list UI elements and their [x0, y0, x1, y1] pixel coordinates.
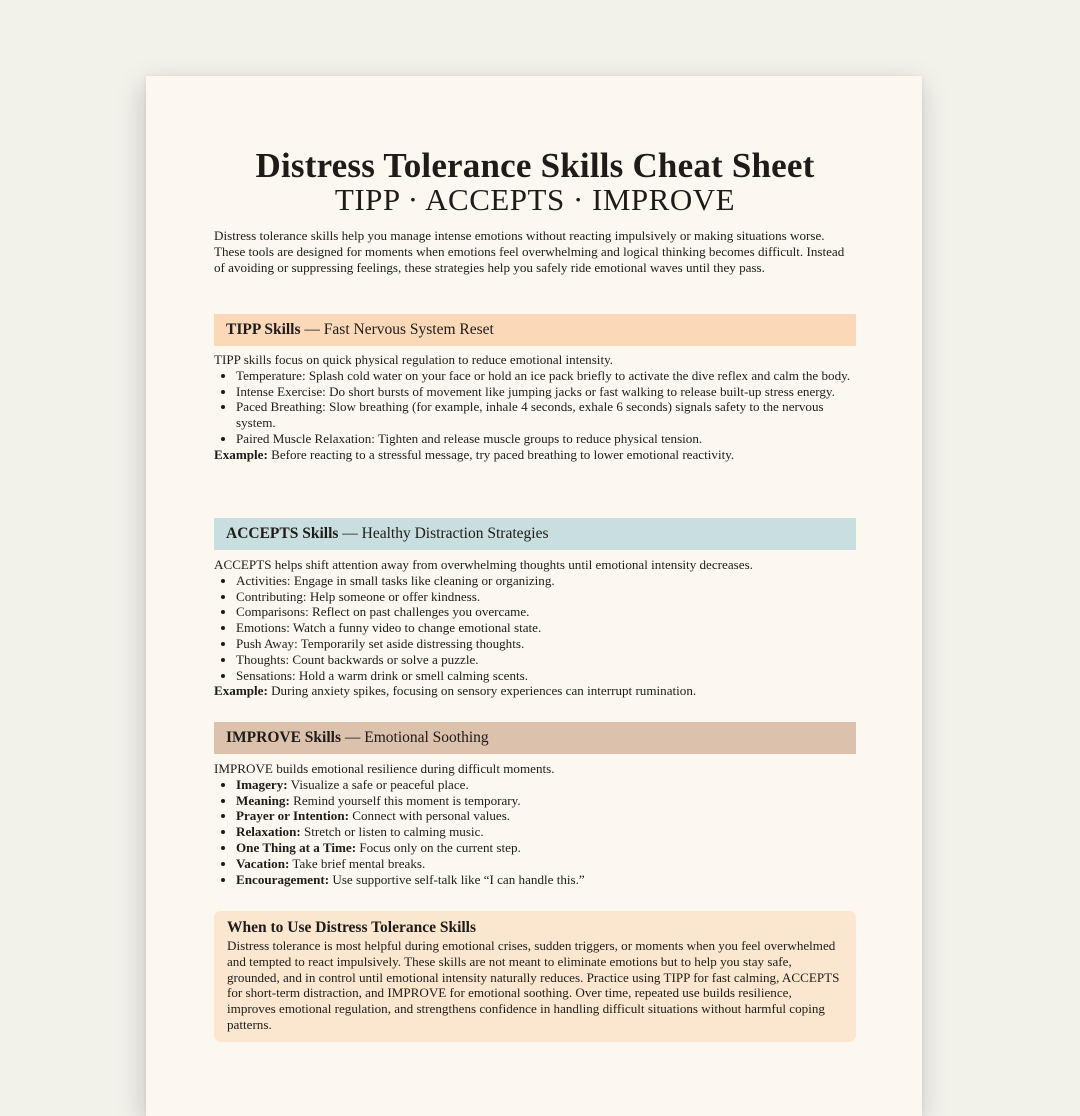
skill-term: Meaning: [236, 792, 290, 808]
section-lead: IMPROVE builds emotional resilience during difficult moments. [214, 761, 555, 776]
example-line [214, 447, 856, 463]
skill-text: Use supportive self-talk like “I can handle this.” [329, 871, 585, 887]
section-tagline: — Healthy Distraction Strategies [338, 525, 549, 542]
skill-text: Temperature: Splash cold water on your face or hold an ice pack briefly to activate the dive reflex and calm the body. [236, 367, 851, 383]
list-item [236, 399, 856, 431]
page-title: Distress Tolerance Skills Cheat Sheet [255, 146, 815, 185]
section-body-improve [214, 761, 856, 887]
skill-text: Paired Muscle Relaxation: Tighten and release muscle groups to reduce physical tension. [236, 430, 703, 446]
skill-term: One Thing at a Time: [236, 839, 357, 855]
section-header-accepts [214, 518, 856, 550]
skill-text: Focus only on the current step. [356, 839, 521, 855]
example-line [214, 683, 856, 699]
example-label: Example: [214, 683, 268, 699]
list-item [236, 636, 856, 652]
skill-text: Visualize a safe or peaceful place. [287, 776, 469, 792]
skill-term: Relaxation: [236, 824, 301, 840]
section-tagline: — Fast Nervous System Reset [300, 321, 494, 338]
section-body-tipp [214, 352, 856, 463]
section-lead: TIPP skills focus on quick physical regulation to reduce emotional intensity. [214, 352, 614, 367]
skill-text: Thoughts: Count backwards or solve a puzzle. [236, 651, 479, 667]
when-to-use-callout [214, 911, 856, 1042]
skill-term: Prayer or Intention: [236, 808, 349, 824]
list-item [236, 668, 856, 684]
list-item [236, 840, 856, 856]
list-item [236, 384, 856, 400]
skill-list [214, 573, 856, 684]
skill-text: Contributing: Help someone or offer kindness. [236, 588, 481, 604]
skill-term: Imagery: [236, 776, 288, 792]
callout-text: Distress tolerance is most helpful during emotional crises, sudden triggers, or moments when you feel overwhelmed and tempted to react impulsively. These skills are not meant to eliminate emotions but to help you stay safe, grounded, and in control until emotional intensity naturally reduces. Practice using TIPP for fast calming, ACCEPTS for short-term distraction, and IMPROVE for emotional soothing. Over time, repeated use builds resilience, improves emotional regulation, and strengthens confidence in handling difficult situations without harmful coping patterns. [227, 938, 840, 1032]
section-header-improve [214, 722, 856, 754]
list-item [236, 652, 856, 668]
skill-text: Activities: Engage in small tasks like cleaning or organizing. [236, 572, 555, 588]
example-text: Before reacting to a stressful message, try paced breathing to lower emotional reactivity. [267, 446, 735, 462]
list-item [236, 793, 856, 809]
list-item [236, 824, 856, 840]
list-item [236, 589, 856, 605]
skill-term: Vacation: [236, 855, 290, 871]
list-item [236, 573, 856, 589]
skill-text: Connect with personal values. [348, 808, 511, 824]
section-name: TIPP Skills [226, 321, 301, 338]
section-name: IMPROVE Skills [226, 729, 341, 746]
skill-text: Remind yourself this moment is temporary. [289, 792, 521, 808]
example-text: During anxiety spikes, focusing on sensory experiences can interrupt rumination. [267, 683, 697, 699]
list-item [236, 808, 856, 824]
skill-text: Take brief mental breaks. [289, 855, 426, 871]
skill-text: Sensations: Hold a warm drink or smell calming scents. [236, 667, 529, 683]
skill-list [214, 777, 856, 888]
page-subtitle: TIPP · ACCEPTS · IMPROVE [334, 182, 736, 217]
list-item [236, 620, 856, 636]
list-item [236, 856, 856, 872]
section-body-accepts [214, 557, 856, 699]
list-item [236, 368, 856, 384]
skill-text: Push Away: Temporarily set aside distressing thoughts. [236, 635, 525, 651]
skill-text: Comparisons: Reflect on past challenges you overcame. [236, 604, 530, 620]
skill-text: Intense Exercise: Do short bursts of movement like jumping jacks or fast walking to release built-up stress energy. [236, 383, 835, 399]
callout-title: When to Use Distress Tolerance Skills [227, 919, 477, 936]
list-item [236, 604, 856, 620]
example-label: Example: [214, 446, 268, 462]
section-tagline: — Emotional Soothing [340, 729, 489, 746]
skill-list [214, 368, 856, 447]
list-item [236, 872, 856, 888]
section-name: ACCEPTS Skills [226, 525, 339, 542]
skill-term: Encouragement: [236, 871, 330, 887]
section-header-tipp [214, 314, 856, 346]
cheat-sheet-page [146, 76, 922, 1116]
skill-text: Paced Breathing: Slow breathing (for example, inhale 4 seconds, exhale 6 seconds) signals safety to the nervous system. [236, 399, 824, 431]
skill-text: Emotions: Watch a funny video to change emotional state. [236, 620, 542, 636]
skill-text: Stretch or listen to calming music. [300, 824, 484, 840]
list-item [236, 431, 856, 447]
list-item [236, 777, 856, 793]
intro-paragraph: Distress tolerance skills help you manage intense emotions without reacting impulsively or making situations worse. These tools are designed for moments when emotions feel overwhelming and logical thinking becomes difficult. Instead of avoiding or suppressing feelings, these strategies help you safely ride emotional waves until they pass. [214, 228, 845, 275]
section-lead: ACCEPTS helps shift attention away from overwhelming thoughts until emotional intensity decreases. [214, 557, 753, 572]
